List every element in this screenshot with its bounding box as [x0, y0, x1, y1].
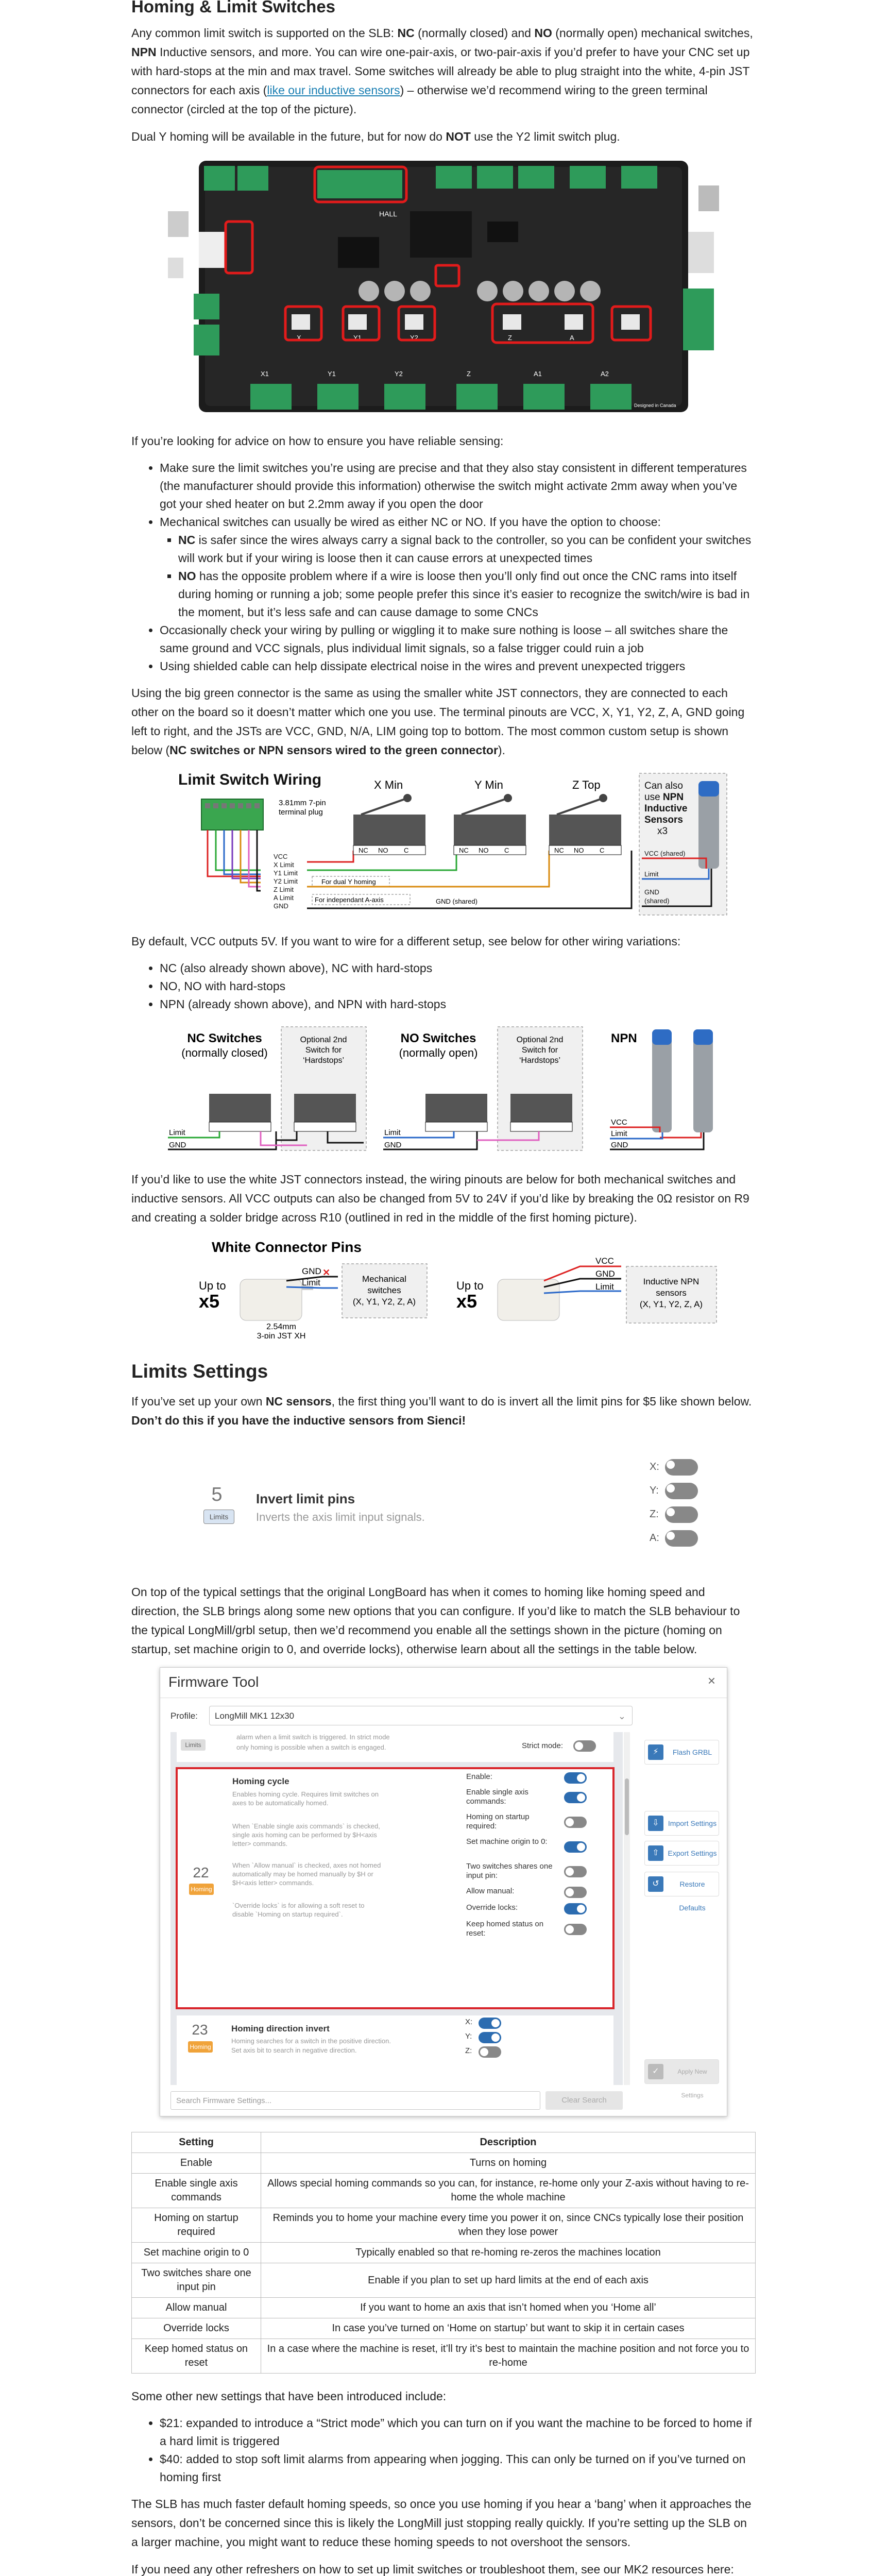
homing-option: [466, 1812, 605, 1835]
setting-tag: Limits: [203, 1510, 234, 1524]
firmware-tool-window: [160, 1667, 727, 2116]
pin: NC: [359, 846, 368, 854]
table-cell: Enable single axis commands: [132, 2174, 261, 2208]
setting-desc: Enables homing cycle. Requires limit switches on axes to be automatically homed.: [232, 1790, 379, 1807]
option-label: Homing on startup required:: [466, 1812, 530, 1831]
axis-label: Y:: [465, 2032, 472, 2041]
axis-label: Z:: [650, 1509, 659, 1520]
setting-desc: Inverts the axis limit input signals.: [256, 1511, 425, 1523]
homing-speed-paragraph: The SLB has much faster default homing speeds, so once you use homing if you hear a ‘bang’ when it approaches the sensors, don’t be concerned since this is likely the LongMill just stopping really quickly. If you’re setting up the SLB on a larger machine, you might want to reduce these homing speeds to not overshoot the sensors.: [131, 2497, 752, 2549]
table-row: [132, 2243, 756, 2263]
close-icon[interactable]: ×: [707, 1673, 715, 1688]
also-text: Can also: [644, 781, 683, 791]
vcc-paragraph: By default, VCC outputs 5V. If you want to wire for a different setup, see below for other wiring variations:: [131, 935, 681, 948]
other-settings-intro: Some other new settings that have been introduced include:: [131, 2389, 447, 2403]
option-label: Enable single axis commands:: [466, 1788, 528, 1806]
opt-text: Optional 2nd: [516, 1036, 564, 1044]
import-settings-button[interactable]: [644, 1811, 719, 1836]
board-label: X: [297, 334, 301, 342]
list-item: [178, 531, 756, 567]
setting-desc: Homing searches for a switch in the positive direction.: [231, 2037, 391, 2045]
flash-icon: ⚡: [648, 1744, 663, 1760]
scroll-thumb[interactable]: [625, 1778, 629, 1835]
switch-label: Y Min: [474, 778, 503, 791]
homing-option: [466, 1788, 605, 1810]
list-item: • $40: added to stop soft limit alarms from appearing when jogging. This can only be turned on if you’ve turned on homing first: [160, 2450, 756, 2486]
board-note: Designed in Canada: [634, 403, 676, 408]
text: (normally open) mechanical switches,: [552, 26, 753, 40]
setting-title: Invert limit pins: [256, 1491, 355, 1506]
limits-paragraph-2: On top of the typical settings that the original LongBoard has when it comes to homing like homing speed and direction, the SLB brings along some new options that you can configure. If you’d like to match the SLB behaviour to the typical LongMill/grbl setup, then we’d recommend you enable all the settings shown in the picture (homing on startup, set machine origin to 0, and override locks), otherwise learn about all the settings in the table below.: [131, 1585, 740, 1656]
import-icon: ⇩: [648, 1816, 663, 1831]
invert-z-toggle[interactable]: [665, 1506, 698, 1523]
opt-text: ‘Hardstops’: [302, 1056, 345, 1065]
limit-label: Limit: [302, 1278, 320, 1287]
pin-label: Y2 Limit: [274, 877, 298, 885]
inductive-sensors-link[interactable]: like our inductive sensors: [267, 83, 400, 97]
table-cell: Reminds you to home your machine every time you power it on, since CNCs typically lose their position when they lose power: [261, 2208, 756, 2243]
axis-row: [650, 1483, 711, 1506]
table-header-row: [132, 2132, 756, 2153]
refresher-paragraph: [131, 2560, 756, 2576]
opt-text: ‘Hardstops’: [519, 1056, 561, 1065]
restore-defaults-button[interactable]: [644, 1872, 719, 1912]
board-label: A: [570, 334, 574, 342]
gnd-label: GND: [384, 1141, 402, 1149]
text: Any common limit switch is supported on the SLB:: [131, 26, 398, 40]
text: (normally closed) and: [414, 26, 535, 40]
setting-card-strict: [177, 1732, 613, 1762]
text: Inductive sensors, and more. You can wire one-pair-axis, or two-pair-axis if you’d prefer to have your CNC set up with hard-stops at the min and max travel. Some switches will already be able to plug straight into the white, 4-pin JST connectors for each axis (: [131, 45, 750, 97]
opt-text: Switch for: [305, 1046, 342, 1055]
board-label: Y2: [410, 334, 418, 342]
dual-y-note: For dual Y homing: [321, 878, 376, 886]
limit-label: Limit: [644, 870, 659, 878]
text-bold: NC: [397, 26, 415, 40]
board-label: Y2: [395, 370, 403, 378]
switch-y-min: [454, 778, 526, 855]
homing-intro: [131, 24, 756, 119]
opt-text: Switch for: [521, 1046, 558, 1055]
homing-option: [466, 1887, 605, 1900]
setting-tag: Homing: [189, 1884, 214, 1895]
vcc-label: VCC: [611, 1118, 627, 1127]
plug-label-2: terminal plug: [279, 808, 323, 817]
board-silk: HALL: [379, 210, 398, 218]
advice-list: [131, 459, 756, 675]
npn-text: (X, Y1, Y2, Z, A): [639, 1299, 703, 1309]
pin: C: [600, 846, 605, 854]
text-bold: NPN: [131, 45, 157, 59]
independent-a-note: For independant A-axis: [315, 896, 384, 904]
table-cell: Typically enabled so that re-homing re-zeros the machines location: [261, 2243, 756, 2263]
sub-list: [160, 531, 756, 621]
text: ).: [498, 743, 505, 757]
option-label: Keep homed status on reset:: [466, 1920, 544, 1938]
axis-label: Z:: [465, 2046, 472, 2055]
table-header: Setting: [132, 2132, 261, 2153]
table-cell: Enable: [132, 2153, 261, 2174]
shared-label: (shared): [644, 897, 670, 905]
pin: NO: [479, 846, 489, 854]
invert-x-toggle[interactable]: [665, 1459, 698, 1476]
table-cell: Homing on startup required: [132, 2208, 261, 2243]
allow-manual-toggle[interactable]: [564, 1887, 587, 1898]
limits-intro: [131, 1392, 756, 1430]
axis-label: X:: [650, 1461, 659, 1473]
plug-label-1: 3.81mm 7-pin: [279, 799, 326, 807]
also-text: Inductive: [644, 803, 688, 814]
jst-paragraph: If you’d like to use the white JST connectors instead, the wiring pinouts are below for both mechanical switches and inductive sensors. All VCC outputs can also be changed from 5V to 24V if you’d like by breaking the 0Ω resistor on R9 and creating a solder bridge across R10 (outlined in red in the middle of the first homing picture).: [131, 1173, 749, 1224]
table-row: [132, 2208, 756, 2243]
export-icon: ⇧: [648, 1845, 663, 1861]
text: Using the big green connector is the same as using the smaller white JST connectors, they are connected to each other on the board so it doesn’t matter which one you use. The terminal pinouts are VCC, X, Y1, Y2, Z, A, GND going left to right, and the JSTs are VCC, GND, N/A, LIM going top to bottom. The most common custom setup is shown below (: [131, 686, 745, 757]
pin-label: Y1 Limit: [274, 869, 298, 877]
table-cell: In a case where the machine is reset, it’ll try it’s best to maintain the machine position and not force you to re-home: [261, 2339, 756, 2374]
clear-search-button[interactable]: Clear Search: [545, 2091, 623, 2110]
setting-desc: alarm when a limit switch is triggered. In strict mode: [236, 1733, 390, 1741]
jst-label: 3-pin JST XH: [257, 1332, 306, 1338]
dual-y-note: [131, 127, 756, 146]
enable-toggle[interactable]: [564, 1772, 587, 1784]
npn-text: sensors: [656, 1288, 687, 1298]
text: is safer since the wires always carry a signal back to the controller, so you can be confident your switches will work but if your wiring is loose then it can cause errors at unexpected times: [178, 533, 752, 565]
text-bold: Don’t do this if you have the inductive sensors from Sienci!: [131, 1414, 466, 1427]
pin: NC: [459, 846, 469, 854]
switch-z-top: [549, 778, 621, 855]
setting-tag: Homing: [188, 2041, 213, 2053]
setting-number: 22: [193, 1865, 209, 1880]
npn-title: NPN: [611, 1031, 637, 1045]
axis-row: [465, 2018, 527, 2030]
table-cell: Turns on homing: [261, 2153, 756, 2174]
gnd-label: GND: [611, 1141, 628, 1149]
pin-label: GND: [274, 902, 288, 910]
option-label: Override locks:: [466, 1903, 518, 1912]
limit-label: Limit: [169, 1128, 185, 1137]
setting-desc: `Override locks` is for allowing a soft reset to disable `Homing on startup required`.: [232, 1902, 365, 1918]
table-row: [132, 2298, 756, 2318]
connector-title: White Connector Pins: [212, 1239, 362, 1255]
flash-grbl-button[interactable]: [644, 1740, 719, 1765]
svg-text:✕: ✕: [322, 1267, 331, 1278]
list-item: [178, 567, 756, 621]
setting-number: 5: [211, 1484, 223, 1505]
axis-label: X:: [465, 2018, 473, 2026]
list-item: • $21: expanded to introduce a “Strict mode” which you can turn on if you want the machine to be forced to home if a hard limit is triggered: [160, 2414, 756, 2450]
pin-label: X Limit: [274, 861, 294, 869]
option-label: Set machine origin to 0:: [466, 1837, 548, 1846]
firmware-tool-title: Firmware Tool: [168, 1674, 259, 1690]
setting-desc: When `Enable single axis commands` is checked, single axis homing can be performed by $H<axis letter> commands.: [232, 1822, 380, 1848]
apply-icon: ✓: [648, 2064, 663, 2079]
text: If you need any other refreshers on how to set up limit switches or troubleshoot them, see our MK2 resources here:: [131, 2563, 734, 2576]
limits-title: Limits Settings: [131, 1361, 268, 1382]
pin: NO: [574, 846, 584, 854]
homing-option: [466, 1903, 605, 1917]
override-locks-toggle[interactable]: [564, 1903, 587, 1914]
wiring2-svg: [158, 1022, 729, 1156]
table-cell: Override locks: [132, 2318, 261, 2339]
mech-text: (X, Y1, Y2, Z, A): [352, 1297, 416, 1307]
board-label: A2: [601, 370, 609, 378]
strict-mode-label: Strict mode:: [522, 1741, 564, 1750]
text: If you’ve set up your own: [131, 1395, 266, 1408]
invert-limit-pins-setting: [160, 1438, 727, 1572]
connector-paragraph: [131, 684, 756, 760]
x5: x5: [199, 1291, 220, 1312]
profile-label: Profile:: [170, 1711, 198, 1721]
table-row: [132, 2174, 756, 2208]
axis-row: [650, 1530, 711, 1554]
other-settings-list: [131, 2414, 756, 2486]
invert-y-toggle[interactable]: [665, 1483, 698, 1499]
list-item: • Using shielded cable can help dissipate electrical noise in the wires and prevent unexpected triggers: [160, 657, 756, 675]
axis-label: A:: [650, 1532, 659, 1544]
search-settings-input[interactable]: Search Firmware Settings...: [170, 2091, 540, 2110]
invert-a-toggle[interactable]: [665, 1530, 698, 1547]
text: Dual Y homing will be available in the future, but for now do: [131, 130, 446, 143]
text: use the Y2 limit switch plug.: [470, 130, 620, 143]
wiring1-svg: [158, 768, 729, 918]
wiring-title: Limit Switch Wiring: [178, 771, 322, 788]
board-svg: [168, 155, 719, 417]
table-cell: In case you’ve turned on ‘Home on startup’ but want to skip it in certain cases: [261, 2318, 756, 2339]
variations-list: [131, 959, 756, 1013]
text-bold: NOT: [446, 130, 471, 143]
setting-desc: only homing is possible when a switch is engaged.: [236, 1743, 386, 1751]
gnd-shared: GND (shared): [436, 897, 477, 905]
homing-option: [466, 1920, 605, 1942]
single-axis-toggle[interactable]: [564, 1792, 587, 1803]
pin: NO: [378, 846, 388, 854]
setting-tag: Limits: [181, 1739, 206, 1751]
homing-option: [466, 1837, 605, 1860]
pin-label: Z Limit: [274, 886, 294, 893]
pin: C: [404, 846, 409, 854]
also-text: x3: [657, 826, 668, 837]
table-row: [132, 2263, 756, 2298]
homing-on-startup-toggle[interactable]: [564, 1817, 587, 1828]
x5: x5: [456, 1291, 477, 1312]
homing-title: Homing & Limit Switches: [131, 0, 336, 16]
dir-x-toggle[interactable]: [479, 2018, 501, 2029]
table-cell: Two switches share one input pin: [132, 2263, 261, 2298]
limit-label: Limit: [384, 1128, 401, 1137]
no-title: NO Switches: [400, 1031, 476, 1045]
jst-label: 2.54mm: [266, 1323, 296, 1331]
undo-icon: ↺: [648, 1876, 663, 1892]
pin-label: A Limit: [274, 894, 294, 902]
profile-select[interactable]: [209, 1706, 633, 1725]
apply-new-settings-button[interactable]: [644, 2059, 719, 2099]
npn-text: Inductive NPN: [643, 1277, 700, 1286]
text: has the opposite problem where if a wire is loose then you’ll only find out once the CNC rams into itself during homing or running a job; some people prefer this since it’s easier to recognize the switch/wire is bad in the moment, but it’s less safe and can cause damage to some CNCs: [178, 569, 750, 619]
board-label: A1: [534, 370, 542, 378]
advice-intro: If you’re looking for advice on how to ensure you have reliable sensing:: [131, 434, 504, 448]
homing-settings-table: [131, 2132, 756, 2374]
gnd-label: GND: [595, 1269, 615, 1279]
no-subtitle: (normally open): [399, 1046, 478, 1059]
switch-x-min: [353, 778, 425, 855]
axis-row: [465, 2032, 527, 2044]
board-label: Y1: [353, 334, 362, 342]
table-row: [132, 2339, 756, 2374]
settings-list[interactable]: [170, 1732, 623, 2085]
article: [131, 0, 756, 2576]
settings-scrollbar[interactable]: [624, 1732, 630, 2085]
list-item: • Make sure the limit switches you’re using are precise and that they also stay consistent in different temperatures (the manufacturer should provide this information) otherwise the switch might activate 2mm away when you’ve got your shed heater on but 2.2mm away if you open the door: [160, 459, 756, 513]
wiring3-svg: [168, 1235, 719, 1338]
text-bold: NC sensors: [265, 1395, 332, 1408]
keep-homed-toggle[interactable]: [564, 1924, 587, 1935]
board-label: X1: [261, 370, 269, 378]
switch-label: Z Top: [572, 778, 601, 791]
option-label: Allow manual:: [466, 1887, 515, 1895]
white-connector-diagram: [168, 1235, 719, 1338]
option-label: Two switches shares one input pin:: [466, 1862, 553, 1880]
pin: C: [504, 846, 509, 854]
gnd-label: GND: [302, 1266, 321, 1276]
setting-desc: When `Allow manual` is checked, axes not homed automatically may be homed manually by $H or $H<axis letter> commands.: [232, 1861, 381, 1887]
table-header: Description: [261, 2132, 756, 2153]
board-label: Z: [508, 334, 512, 342]
text: ) – otherwise we’d recommend wiring to the green terminal connector (circled at the top of the picture).: [131, 83, 708, 116]
two-switches-toggle[interactable]: [564, 1866, 587, 1877]
button-label: Restore Defaults: [679, 1880, 706, 1912]
table-cell: Allow manual: [132, 2298, 261, 2318]
text-bold: NC: [178, 533, 196, 547]
board-label: Z: [467, 370, 471, 378]
strict-mode-toggle[interactable]: [573, 1740, 596, 1752]
switch-variations-diagram: [158, 1022, 729, 1156]
button-label: Export Settings: [668, 1849, 717, 1857]
vcc-label: VCC: [595, 1256, 614, 1266]
option-label: Enable:: [466, 1772, 492, 1781]
button-label: Import Settings: [668, 1819, 717, 1827]
nc-subtitle: (normally closed): [181, 1046, 268, 1059]
table-row: [132, 2153, 756, 2174]
axis-row: [465, 2046, 527, 2059]
opt-text: Optional 2nd: [300, 1036, 347, 1044]
list-item: • NO, NO with hard-stops: [160, 977, 756, 995]
list-item: • NC (also already shown above), NC with hard-stops: [160, 959, 756, 977]
button-label: Apply New Settings: [677, 2068, 707, 2099]
board-label: Y1: [328, 370, 336, 378]
vcc-shared: VCC (shared): [644, 850, 686, 857]
setting-desc: Set axis bit to search in negative direction.: [231, 2046, 357, 2054]
axis-label: Y:: [650, 1485, 659, 1497]
setting-card-homing-direction: [177, 2015, 613, 2085]
button-label: Flash GRBL: [672, 1748, 712, 1756]
gnd-label: GND: [644, 888, 659, 896]
switch-label: X Min: [374, 778, 403, 791]
axis-row: [650, 1506, 711, 1530]
axis-row: [650, 1459, 711, 1483]
mech-text: Mechanical: [362, 1274, 406, 1284]
dir-z-toggle[interactable]: [479, 2046, 501, 2058]
homing-option: [466, 1862, 605, 1885]
set-origin-toggle[interactable]: [564, 1841, 587, 1853]
table-cell: Set machine origin to 0: [132, 2243, 261, 2263]
upto: Up to: [456, 1279, 484, 1292]
text-bold: NO: [178, 569, 196, 583]
homing-option: [466, 1772, 605, 1786]
dir-y-toggle[interactable]: [479, 2032, 501, 2043]
table-cell: Keep homed status on reset: [132, 2339, 261, 2374]
setting-title: Homing cycle: [232, 1776, 289, 1786]
list-item: [160, 513, 756, 621]
list-item: • Occasionally check your wiring by pulling or wiggling it to make sure nothing is loose – all switches share the same ground and VCC signals, plus individual limit signals, so a false trigger could ruin a job: [160, 621, 756, 657]
list-item: • NPN (already shown above), and NPN with hard-stops: [160, 995, 756, 1013]
limit-label: Limit: [611, 1129, 627, 1138]
gnd-label: GND: [169, 1141, 186, 1149]
upto: Up to: [199, 1279, 226, 1292]
export-settings-button[interactable]: [644, 1841, 719, 1866]
setting-title: Homing direction invert: [231, 2024, 330, 2033]
axis-toggles: [650, 1459, 711, 1554]
chevron-down-icon: ⌄: [618, 1711, 626, 1721]
also-text: use NPN: [644, 792, 684, 803]
also-text: Sensors: [644, 815, 683, 825]
text-bold: NO: [534, 26, 552, 40]
table-cell: Allows special homing commands so you can, for instance, re-home only your Z-axis without having to re-home the whole machine: [261, 2174, 756, 2208]
setting-number: 23: [192, 2022, 208, 2038]
pin-label: VCC: [274, 853, 288, 860]
mech-text: switches: [367, 1285, 401, 1295]
text-bold: NC switches or NPN sensors wired to the green connector: [169, 743, 498, 757]
limit-switch-wiring-diagram: [158, 768, 729, 918]
text: , the first thing you’ll want to do is invert all the limit pins for $5 like shown below.: [331, 1395, 752, 1408]
setting-card-homing-cycle: [176, 1767, 615, 2009]
profile-value: LongMill MK1 12x30: [215, 1711, 295, 1721]
table-cell: Enable if you plan to set up hard limits at the end of each axis: [261, 2263, 756, 2298]
limit-label: Limit: [595, 1282, 614, 1292]
board-image: [168, 155, 719, 417]
table-cell: If you want to home an axis that isn’t homed when you ‘Home all’: [261, 2298, 756, 2318]
table-row: [132, 2318, 756, 2339]
nc-title: NC Switches: [187, 1031, 262, 1045]
pin: NC: [554, 846, 564, 854]
text: Mechanical switches can usually be wired as either NC or NO. If you have the option to choose:: [160, 515, 661, 529]
